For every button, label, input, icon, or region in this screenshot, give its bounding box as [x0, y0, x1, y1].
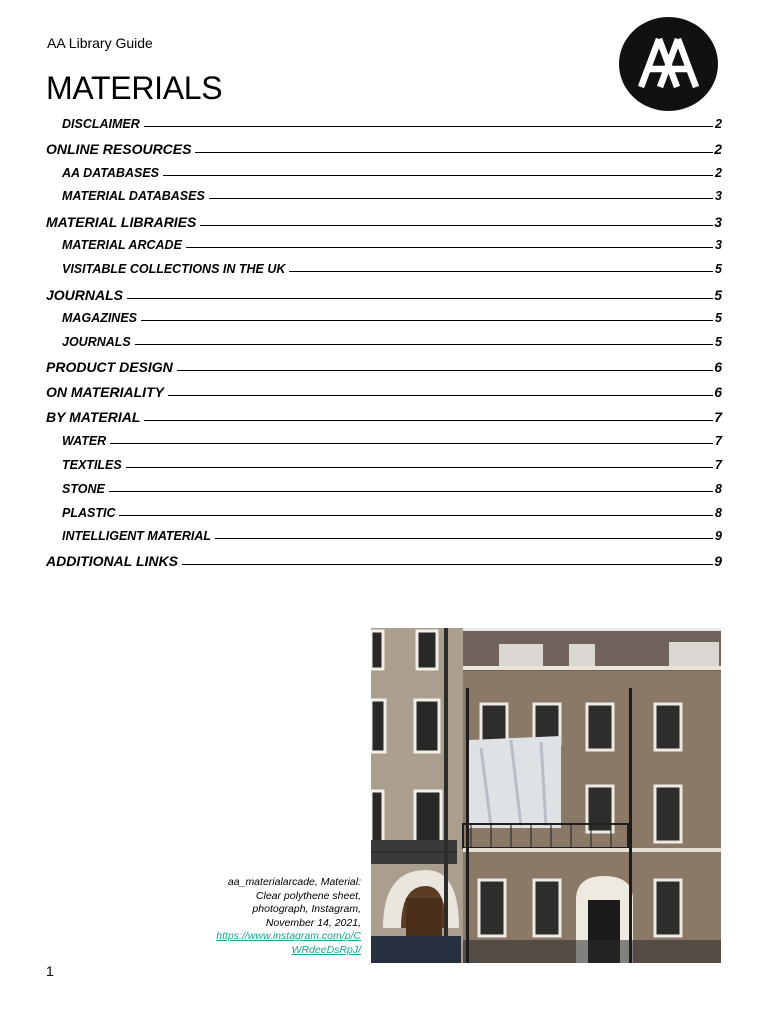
toc-entry-label: MATERIAL DATABASES — [62, 189, 205, 203]
caption-line: November 14, 2021, — [265, 916, 361, 929]
toc-leader-line — [163, 175, 713, 176]
photo-caption — [191, 876, 361, 957]
toc-entry-label: INTELLIGENT MATERIAL — [62, 529, 212, 543]
toc-entry-page: 2 — [714, 141, 722, 157]
toc-entry-label: JOURNALS — [62, 335, 131, 349]
toc-entry[interactable] — [46, 454, 722, 472]
aa-logo — [619, 17, 718, 111]
toc-entry-label: ONLINE RESOURCES — [46, 141, 192, 157]
toc-leader-line — [289, 271, 713, 272]
toc-entry[interactable] — [46, 430, 722, 448]
toc-leader-line — [110, 443, 713, 444]
caption-link[interactable]: WRdeeDsRpJ/ — [291, 943, 361, 956]
toc-leader-line — [209, 198, 713, 199]
toc-entry[interactable] — [46, 258, 722, 276]
toc-entry-page: 5 — [715, 311, 722, 325]
toc-entry-label: WATER — [62, 434, 107, 448]
toc-entry-label: PRODUCT DESIGN — [46, 359, 173, 375]
toc-entry-page: 2 — [715, 166, 722, 180]
toc-entry-label: TEXTILES — [62, 458, 122, 472]
toc-entry-page: 7 — [714, 409, 722, 425]
guide-label: AA Library Guide — [47, 35, 153, 51]
toc-entry-page: 3 — [715, 238, 722, 252]
toc-entry-label: VISITABLE COLLECTIONS IN THE UK — [62, 262, 286, 276]
toc-entry[interactable] — [46, 355, 722, 375]
toc-leader-line — [177, 370, 713, 371]
toc-entry-label: PLASTIC — [62, 506, 116, 520]
toc-entry[interactable] — [46, 307, 722, 325]
toc-entry-page: 8 — [715, 482, 722, 496]
toc-leader-line — [119, 515, 713, 516]
toc-entry-page: 7 — [715, 434, 722, 448]
toc-entry-page: 9 — [714, 553, 722, 569]
caption-line: aa_materialarcade, Material: — [227, 876, 361, 888]
toc-leader-line — [195, 152, 713, 153]
toc-entry-label: MATERIAL LIBRARIES — [46, 214, 197, 230]
toc-entry[interactable] — [46, 380, 722, 400]
toc-entry[interactable] — [46, 549, 722, 569]
toc-entry-page: 3 — [715, 189, 722, 203]
toc-leader-line — [127, 298, 713, 299]
toc-entry-page: 8 — [715, 506, 722, 520]
toc-entry-label: DISCLAIMER — [62, 117, 140, 131]
building-photograph — [371, 628, 721, 963]
toc-entry-page: 3 — [714, 214, 722, 230]
toc-entry-page: 9 — [715, 529, 722, 543]
toc-entry-page: 5 — [715, 335, 722, 349]
caption-line: photograph, Instagram, — [252, 903, 361, 915]
toc-leader-line — [144, 420, 713, 421]
toc-entry[interactable] — [46, 210, 722, 230]
toc-entry-label: MATERIAL ARCADE — [62, 238, 182, 252]
toc-entry[interactable] — [46, 525, 722, 543]
toc-entry-label: MAGAZINES — [62, 311, 137, 325]
toc-entry-label: BY MATERIAL — [46, 409, 141, 425]
toc-entry-label: ON MATERIALITY — [46, 384, 164, 400]
toc-leader-line — [215, 538, 713, 539]
toc-entry[interactable] — [46, 478, 722, 496]
page-number: 1 — [46, 963, 54, 979]
toc-leader-line — [141, 320, 713, 321]
toc-entry-label: JOURNALS — [46, 287, 124, 303]
toc-leader-line — [168, 395, 713, 396]
toc-entry-label: ADDITIONAL LINKS — [46, 553, 178, 569]
toc-entry[interactable] — [46, 405, 722, 425]
toc-entry-page: 5 — [715, 262, 722, 276]
toc-leader-line — [144, 126, 713, 127]
toc-entry[interactable] — [46, 162, 722, 180]
toc-entry-label: AA DATABASES — [62, 166, 159, 180]
toc-leader-line — [182, 564, 713, 565]
caption-line: Clear polythene sheet, — [255, 889, 361, 902]
toc-entry[interactable] — [46, 283, 722, 303]
toc-entry-page: 2 — [715, 117, 722, 131]
toc-entry-label: STONE — [62, 482, 105, 496]
toc-entry[interactable] — [46, 502, 722, 520]
toc-leader-line — [186, 247, 713, 248]
toc-entry[interactable] — [46, 137, 722, 157]
page-title: MATERIALS — [46, 70, 223, 106]
caption-link[interactable]: https://www.instagram.com/p/C — [216, 930, 361, 942]
toc-entry-page: 6 — [714, 359, 722, 375]
toc-entry-page: 5 — [714, 287, 722, 303]
toc-leader-line — [200, 225, 713, 226]
toc-entry[interactable] — [46, 185, 722, 203]
toc-leader-line — [135, 344, 713, 345]
toc-leader-line — [109, 491, 713, 492]
toc-leader-line — [126, 467, 713, 468]
toc-entry[interactable] — [46, 113, 722, 131]
toc-entry[interactable] — [46, 331, 722, 349]
toc-entry-page: 6 — [714, 384, 722, 400]
toc-entry[interactable] — [46, 234, 722, 252]
toc-entry-page: 7 — [715, 458, 722, 472]
